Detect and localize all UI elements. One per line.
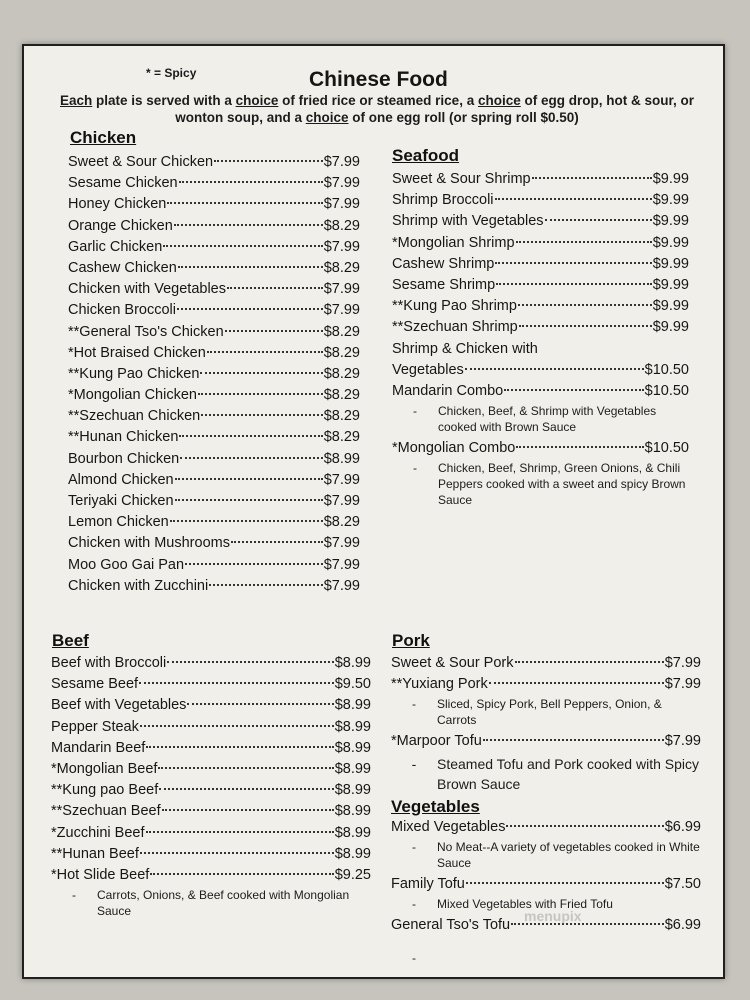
menu-item bbox=[68, 300, 360, 321]
item-name: Shrimp with Vegetables bbox=[392, 213, 544, 230]
leader-dots bbox=[167, 202, 322, 204]
item-price: $9.99 bbox=[652, 192, 689, 209]
item-name: Cashew Shrimp bbox=[392, 255, 495, 272]
item-name: Chicken with Vegetables bbox=[68, 281, 226, 298]
item-price: $7.50 bbox=[664, 875, 701, 892]
item-name: **General Tso's Chicken bbox=[68, 323, 224, 340]
leader-dots bbox=[175, 478, 323, 480]
desc-dash: - bbox=[412, 839, 416, 854]
leader-dots bbox=[177, 308, 323, 310]
leader-dots bbox=[170, 520, 323, 522]
item-price: $8.29 bbox=[323, 344, 360, 361]
menu-item bbox=[391, 874, 701, 895]
item-price: $9.99 bbox=[652, 276, 689, 293]
leader-dots bbox=[495, 262, 651, 264]
item-price: $8.99 bbox=[334, 782, 371, 799]
item-price: $9.99 bbox=[652, 234, 689, 251]
menu-item bbox=[68, 576, 360, 597]
item-price: $9.99 bbox=[652, 171, 689, 187]
item-name: Cashew Chicken bbox=[68, 259, 177, 276]
item-price: $7.99 bbox=[664, 733, 701, 750]
menu-item bbox=[68, 406, 360, 427]
leader-dots bbox=[198, 393, 323, 395]
item-name: Sweet & Sour Pork bbox=[391, 655, 514, 671]
menu-title: Chinese Food bbox=[309, 68, 448, 91]
menu-item bbox=[51, 801, 371, 822]
leader-dots bbox=[178, 266, 323, 268]
item-name: **Kung pao Beef bbox=[51, 782, 159, 799]
leader-dots bbox=[496, 283, 652, 285]
item-name: Family Tofu bbox=[391, 875, 465, 892]
item-price: $10.50 bbox=[644, 382, 689, 399]
item-price: $8.99 bbox=[334, 803, 371, 820]
leader-dots bbox=[201, 414, 323, 416]
leader-dots bbox=[162, 809, 334, 811]
menu-item bbox=[51, 653, 371, 674]
item-price: $10.50 bbox=[644, 361, 689, 378]
menu-item bbox=[68, 258, 360, 279]
leader-dots bbox=[200, 372, 322, 374]
menu-item bbox=[392, 317, 689, 338]
desc-dash: - bbox=[412, 697, 416, 712]
item-price: $8.29 bbox=[323, 387, 360, 404]
item-price: $8.99 bbox=[334, 718, 371, 735]
chicken-heading: Chicken bbox=[70, 128, 137, 147]
item-name: Orange Chicken bbox=[68, 217, 173, 234]
menu-item bbox=[51, 759, 371, 780]
desc-text: Steamed Tofu and Pork cooked with Spicy Brown Sauce bbox=[437, 755, 700, 792]
item-price: $8.99 bbox=[334, 760, 371, 777]
desc-text: Sliced, Spicy Pork, Bell Peppers, Onion, & Carrots bbox=[437, 697, 662, 728]
item-price: $7.99 bbox=[323, 154, 360, 170]
item-name: *Mongolian Chicken bbox=[68, 387, 197, 404]
menu-item bbox=[68, 343, 360, 364]
item-name: Almond Chicken bbox=[68, 471, 174, 488]
leader-dots bbox=[466, 882, 664, 884]
item-price: $8.29 bbox=[323, 408, 360, 425]
menu-item bbox=[68, 470, 360, 491]
item-name: Moo Goo Gai Pan bbox=[68, 556, 185, 573]
item-name: Pepper Steak bbox=[51, 718, 139, 735]
leader-dots bbox=[146, 831, 334, 833]
menu-item bbox=[68, 152, 360, 173]
item-price: $7.99 bbox=[323, 196, 360, 213]
item-name: *Mongolian Combo bbox=[392, 439, 516, 456]
item-price: $8.99 bbox=[334, 845, 371, 862]
item-name: Beef with Broccoli bbox=[51, 655, 167, 671]
item-price: $8.29 bbox=[323, 217, 360, 234]
item-name: Sesame Beef bbox=[51, 676, 139, 693]
item-price: $8.99 bbox=[334, 697, 371, 714]
item-price: $7.99 bbox=[323, 238, 360, 255]
menu-item bbox=[392, 438, 689, 459]
menu-item bbox=[51, 717, 371, 738]
pork-list bbox=[391, 653, 701, 936]
leader-dots bbox=[516, 446, 643, 448]
item-price: $9.99 bbox=[652, 255, 689, 272]
intro-part: of one egg roll (or spring roll $0.50) bbox=[348, 110, 579, 125]
item-price: $8.99 bbox=[334, 655, 371, 671]
menu-item bbox=[392, 275, 689, 296]
item-name: Teriyaki Chicken bbox=[68, 493, 174, 509]
item-price: $7.99 bbox=[323, 556, 360, 573]
item-name: **Kung Pao Shrimp bbox=[392, 298, 517, 315]
item-name: Lemon Chicken bbox=[68, 514, 169, 531]
item-name: Chicken Broccoli bbox=[68, 302, 176, 319]
seafood-list bbox=[392, 169, 689, 511]
menu-item bbox=[392, 360, 689, 381]
menu-item bbox=[68, 385, 360, 406]
spicy-legend: * = Spicy bbox=[146, 66, 197, 80]
desc-dash: - bbox=[412, 896, 416, 911]
menu-item bbox=[51, 844, 371, 865]
leader-dots bbox=[231, 541, 323, 543]
menu-item bbox=[51, 738, 371, 759]
item-description bbox=[392, 460, 689, 508]
item-price: $8.99 bbox=[334, 824, 371, 841]
item-price: $8.29 bbox=[323, 323, 360, 340]
item-price: $7.99 bbox=[323, 175, 360, 192]
menu-item bbox=[51, 780, 371, 801]
menu-item bbox=[392, 254, 689, 275]
item-name: **Yuxiang Pork bbox=[391, 676, 488, 693]
item-price: $8.29 bbox=[323, 429, 360, 446]
intro-part: Each bbox=[60, 93, 93, 108]
item-price: $7.99 bbox=[323, 302, 360, 319]
pork-items bbox=[391, 653, 701, 695]
leader-dots bbox=[545, 219, 652, 221]
leader-dots bbox=[227, 287, 323, 289]
item-price: $8.29 bbox=[323, 365, 360, 382]
leader-dots bbox=[179, 435, 322, 437]
desc-dash: - bbox=[413, 461, 417, 476]
item-price: $10.50 bbox=[644, 439, 689, 456]
leader-dots bbox=[519, 325, 652, 327]
leader-dots bbox=[225, 330, 323, 332]
menu-page bbox=[22, 44, 725, 979]
item-name: **Szechuan Beef bbox=[51, 803, 161, 820]
menu-item bbox=[392, 233, 689, 254]
item-name: Sesame Chicken bbox=[68, 175, 178, 192]
menu-item bbox=[68, 364, 360, 385]
leader-dots bbox=[158, 767, 333, 769]
seafood-heading: Seafood bbox=[392, 146, 460, 165]
item-name: **Kung Pao Chicken bbox=[68, 365, 200, 382]
item-name: *Marpoor Tofu bbox=[391, 733, 482, 750]
leader-dots bbox=[159, 788, 333, 790]
chicken-list bbox=[68, 152, 360, 597]
item-price: $7.99 bbox=[323, 281, 360, 298]
desc-dash: - bbox=[413, 403, 417, 418]
leader-dots bbox=[146, 746, 333, 748]
leader-dots bbox=[150, 873, 333, 875]
menu-item bbox=[391, 731, 701, 752]
item-name: Mandarin Combo bbox=[392, 382, 504, 399]
leader-dots bbox=[515, 661, 664, 663]
menu-item bbox=[51, 695, 371, 716]
leader-dots bbox=[518, 304, 652, 306]
leader-dots bbox=[140, 852, 334, 854]
menu-item bbox=[68, 533, 360, 554]
item-price: $7.99 bbox=[323, 471, 360, 488]
leader-dots bbox=[532, 177, 652, 179]
menu-item bbox=[391, 674, 701, 695]
menu-item bbox=[392, 190, 689, 211]
menu-item bbox=[51, 823, 371, 844]
menu-item bbox=[392, 381, 689, 402]
desc-text: Chicken, Beef, Shrimp, Green Onions, & Chili Peppers cooked with a sweet and spicy Brown Sauce bbox=[438, 461, 686, 508]
menu-item bbox=[68, 173, 360, 194]
leader-dots bbox=[504, 389, 643, 391]
beef-list bbox=[51, 653, 371, 922]
item-name: Honey Chicken bbox=[68, 196, 167, 213]
item-price: $9.99 bbox=[652, 298, 689, 315]
item-name: **Hunan Chicken bbox=[68, 429, 179, 446]
seafood-items bbox=[392, 169, 689, 339]
item-description bbox=[391, 696, 701, 728]
leader-dots bbox=[175, 499, 323, 501]
leader-dots bbox=[179, 181, 323, 183]
item-price: $7.99 bbox=[664, 655, 701, 671]
item-name: *Zucchini Beef bbox=[51, 824, 145, 841]
leader-dots bbox=[139, 682, 334, 684]
beef-heading: Beef bbox=[52, 631, 89, 650]
desc-text: No Meat--A variety of vegetables cooked in White Sauce bbox=[437, 839, 700, 870]
leader-dots bbox=[174, 224, 323, 226]
menu-item bbox=[68, 216, 360, 237]
leader-dots bbox=[163, 245, 322, 247]
intro-part: plate is served with a bbox=[92, 93, 236, 108]
desc-text: Mixed Vegetables with Fried Tofu bbox=[437, 896, 613, 911]
vegetables-heading: Vegetables bbox=[391, 796, 480, 816]
leader-dots bbox=[180, 457, 322, 459]
item-name: Shrimp Broccoli bbox=[392, 192, 494, 209]
menu-item bbox=[68, 427, 360, 448]
item-name: Mandarin Beef bbox=[51, 739, 146, 756]
item-name: General Tso's Tofu bbox=[391, 916, 511, 933]
leader-dots bbox=[214, 160, 323, 162]
item-name: **Hunan Beef bbox=[51, 845, 139, 862]
leader-dots bbox=[516, 241, 652, 243]
menu-item bbox=[68, 449, 360, 470]
menu-item bbox=[392, 296, 689, 317]
item-price: $6.99 bbox=[664, 916, 701, 933]
item-price: $7.99 bbox=[323, 535, 360, 552]
leader-dots bbox=[506, 825, 663, 827]
leader-dots bbox=[209, 584, 322, 586]
item-name: Vegetables bbox=[392, 361, 464, 378]
menu-item bbox=[392, 169, 689, 190]
item-price: $8.29 bbox=[323, 259, 360, 276]
item-name: Chicken with Zucchini bbox=[68, 577, 209, 594]
item-description bbox=[51, 887, 371, 919]
intro-part: of fried rice or steamed rice, a bbox=[278, 93, 478, 108]
item-name: *Hot Slide Beef bbox=[51, 866, 150, 883]
leader-dots bbox=[465, 368, 644, 370]
item-name: Bourbon Chicken bbox=[68, 450, 180, 467]
item-price: $9.25 bbox=[334, 866, 371, 883]
item-name: Garlic Chicken bbox=[68, 238, 163, 255]
menu-item bbox=[68, 491, 360, 512]
menu-item bbox=[68, 237, 360, 258]
menu-item bbox=[51, 674, 371, 695]
menu-item bbox=[68, 279, 360, 300]
pork-heading: Pork bbox=[392, 631, 430, 650]
leader-dots bbox=[185, 563, 323, 565]
intro-part: choice bbox=[305, 110, 349, 125]
desc-text: Chicken, Beef, & Shrimp with Vegetables cooked with Brown Sauce bbox=[438, 403, 657, 434]
intro-part: of egg drop, hot & sour, or wonton soup, and a bbox=[175, 93, 694, 125]
item-description bbox=[391, 839, 701, 871]
leader-dots bbox=[167, 661, 333, 663]
leader-dots bbox=[483, 739, 664, 741]
leader-dots bbox=[187, 703, 333, 705]
item-name: Sesame Shrimp bbox=[392, 276, 496, 293]
menu-item bbox=[392, 211, 689, 232]
beef-items bbox=[51, 653, 371, 886]
menu-item bbox=[68, 555, 360, 576]
menu-item bbox=[391, 653, 701, 674]
combo-line-1: Shrimp & Chicken with bbox=[392, 340, 538, 357]
item-price: $9.99 bbox=[652, 319, 689, 336]
menu-item bbox=[391, 817, 701, 838]
item-price: $9.99 bbox=[652, 213, 689, 230]
item-price: $7.99 bbox=[323, 493, 360, 509]
intro-part: choice bbox=[477, 93, 521, 108]
desc-dash: - bbox=[72, 888, 76, 903]
item-name: *Mongolian Beef bbox=[51, 760, 158, 777]
item-price: $9.50 bbox=[334, 676, 371, 693]
trailing-dash: - bbox=[412, 951, 416, 965]
intro-text bbox=[52, 92, 702, 126]
item-name: **Szechuan Chicken bbox=[68, 408, 201, 425]
item-price: $7.99 bbox=[323, 577, 360, 594]
item-name: *Hot Braised Chicken bbox=[68, 344, 206, 361]
item-price: $8.29 bbox=[323, 514, 360, 531]
item-name: *Mongolian Shrimp bbox=[392, 234, 515, 251]
item-name: Chicken with Mushrooms bbox=[68, 535, 230, 552]
menu-item bbox=[68, 194, 360, 215]
item-price: $7.99 bbox=[664, 676, 701, 693]
menu-item bbox=[51, 865, 371, 886]
leader-dots bbox=[140, 725, 334, 727]
watermark: menupix bbox=[524, 908, 582, 924]
item-name: **Szechuan Shrimp bbox=[392, 319, 518, 336]
item-description bbox=[391, 754, 701, 794]
item-name: Beef with Vegetables bbox=[51, 697, 187, 714]
item-price: $8.99 bbox=[323, 450, 360, 467]
menu-item bbox=[68, 322, 360, 343]
menu-item bbox=[68, 512, 360, 533]
intro-part: choice bbox=[235, 93, 279, 108]
item-name: Sweet & Sour Chicken bbox=[68, 154, 214, 170]
item-name: Sweet & Sour Shrimp bbox=[392, 171, 531, 187]
item-name: Mixed Vegetables bbox=[391, 818, 506, 835]
leader-dots bbox=[207, 351, 323, 353]
leader-dots bbox=[495, 198, 652, 200]
desc-text: Carrots, Onions, & Beef cooked with Mongolian Sauce bbox=[97, 888, 350, 919]
item-description bbox=[392, 403, 689, 435]
item-price: $6.99 bbox=[664, 818, 701, 835]
desc-dash: - bbox=[411, 755, 417, 772]
leader-dots bbox=[489, 682, 664, 684]
item-price: $8.99 bbox=[334, 739, 371, 756]
